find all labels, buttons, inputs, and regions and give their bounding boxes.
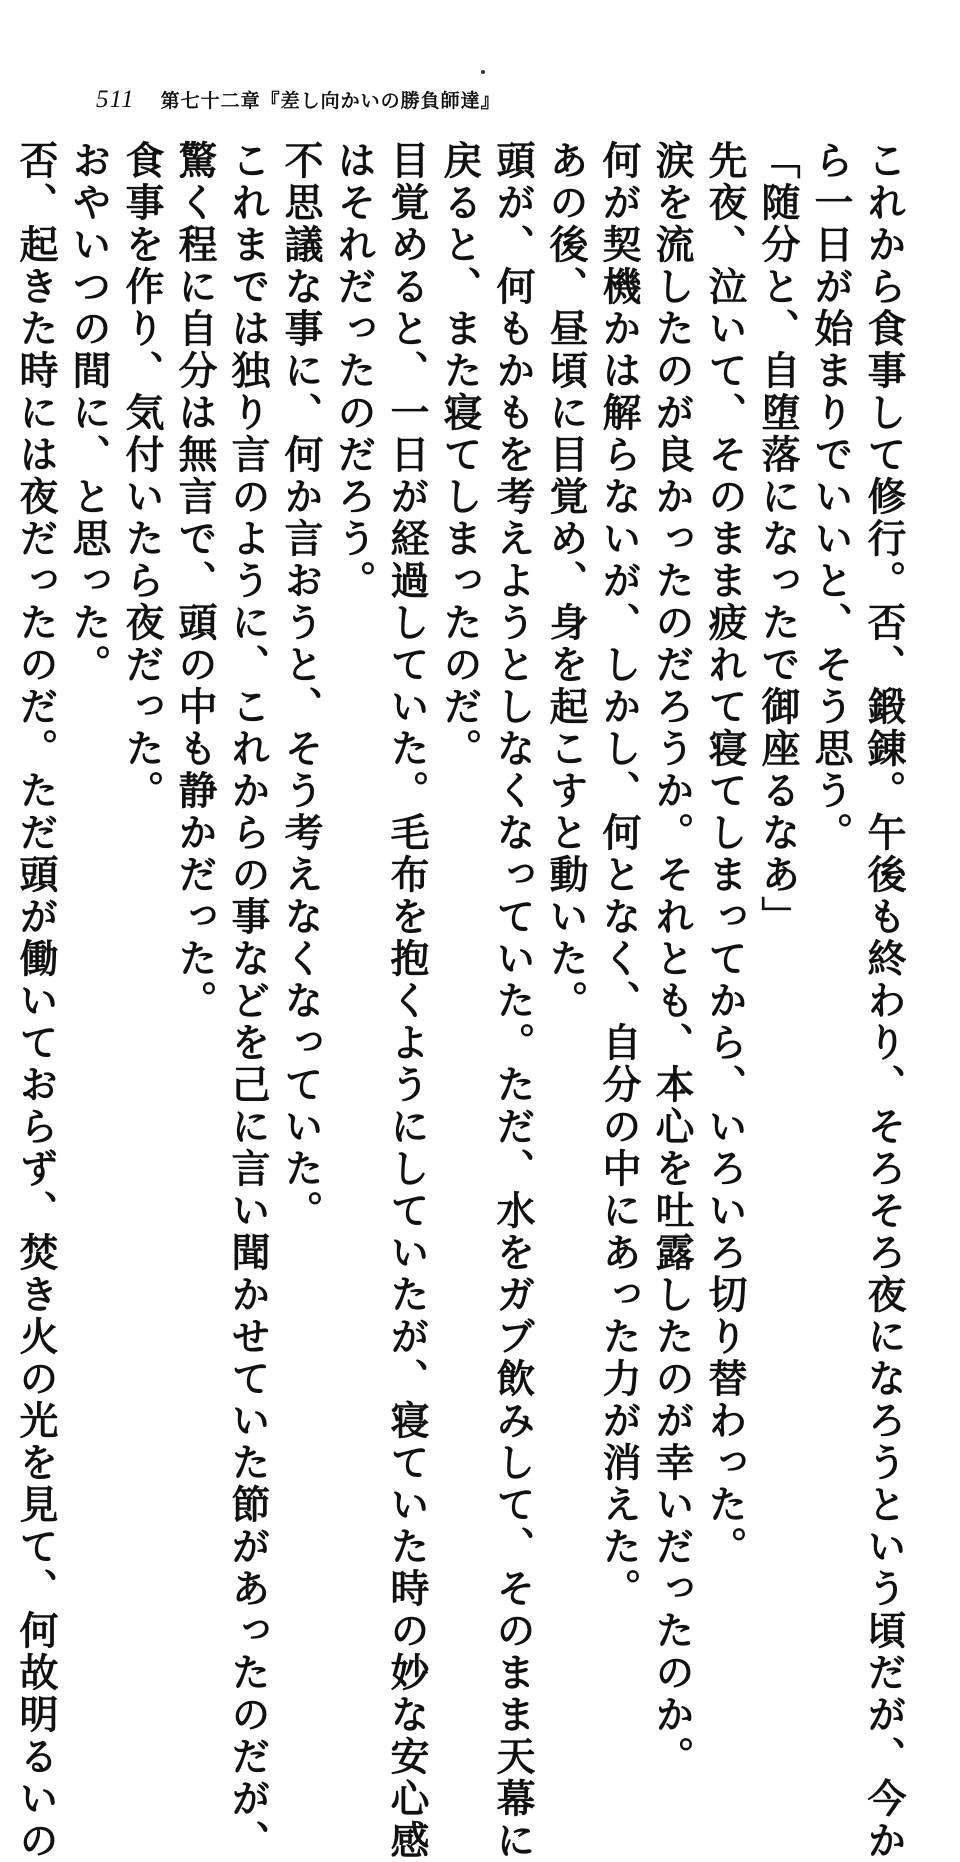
chapter-title: 第七十二章『差し向かいの勝負師達』 [160,90,501,112]
text-column: 涙を流したのが良かったのだろうか。それとも、本心を吐露したのが幸いだったのか。 [649,140,695,1778]
vertical-body-text [13,140,910,1862]
page-header [96,86,501,120]
text-column: おやいつの間に、と思った。 [66,140,112,686]
text-column: 否、起きた時には夜だったのだ。ただ頭が働いておらず、焚き火の光を見て、何故明るいの [13,140,59,1862]
text-column: これまでは独り言のように、これからの事などを己に言い聞かせていた節があったのだが、 [225,140,271,1862]
text-column: あの後、昼頃に目覚め、身を起こすと動いた。 [543,140,589,1022]
text-column: 戻ると、また寝てしまったのだ。 [437,140,483,770]
page-number: 511 [96,86,135,113]
text-column: ら一日が始まりでいいと、そう思う。 [808,140,854,854]
text-column: 何が契機かは解らないが、しかし、何となく、自分の中にあった力が消えた。 [596,140,642,1610]
text-column: はそれだったのだろう。 [331,140,377,602]
text-column: これから食事して修行。否、鍛錬。午後も終わり、そろそろ夜になろうという頃だが、今か [861,140,907,1862]
text-column: 不思議な事に、何か言おうと、そう考えなくなっていた。 [278,140,324,1232]
text-column: 「随分と、自堕落になったで御座るなあ」 [755,140,801,938]
text-column: 頭が、何もかもを考えようとしなくなっていた。ただ、水をガブ飲みして、そのまま天幕に [490,140,536,1862]
text-column: 驚く程に自分は無言で、頭の中も静かだった。 [172,140,218,1022]
text-column: 先夜、泣いて、そのまま疲れて寝てしまってから、いろいろ切り替わった。 [702,140,748,1568]
text-column: 食事を作り、気付いたら夜だった。 [119,140,165,812]
stray-dot-mark [481,70,485,74]
text-column: 目覚めると、一日が経過していた。毛布を抱くようにしていたが、寝ていた時の妙な安心感 [384,140,430,1862]
